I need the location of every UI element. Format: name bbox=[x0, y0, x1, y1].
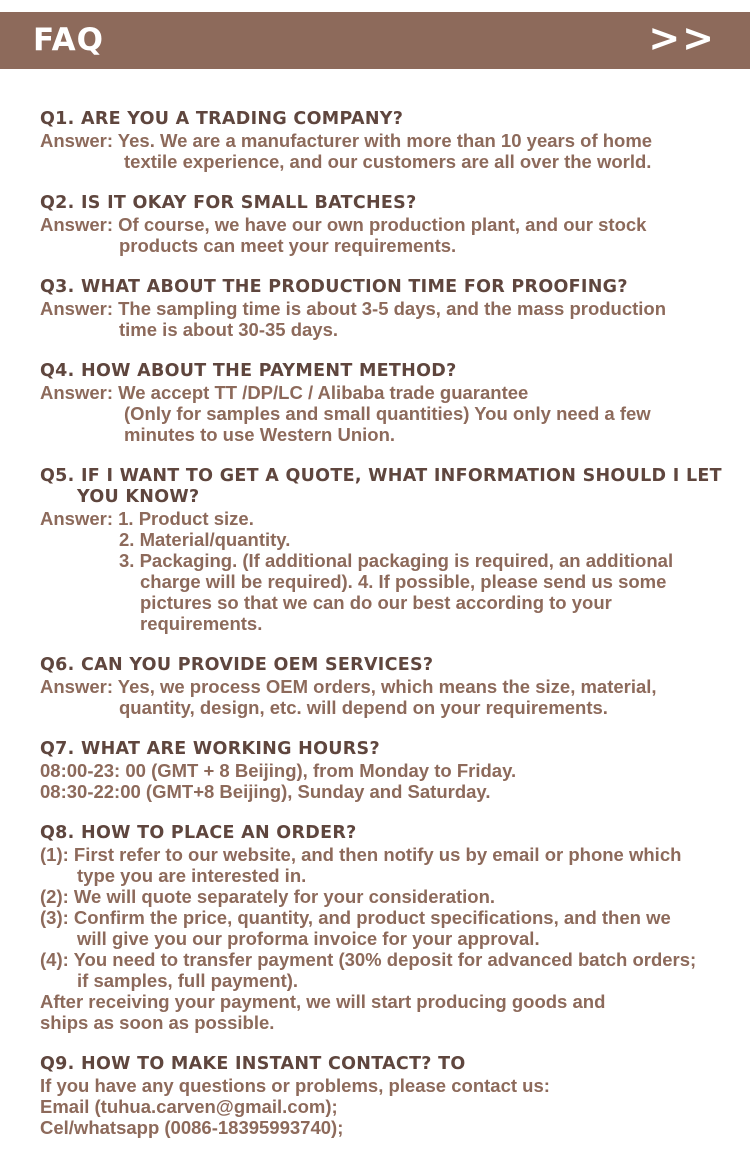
faq-question: Q7. WHAT ARE WORKING HOURS? bbox=[40, 739, 380, 759]
faq-answer-line: If you have any questions or problems, please contact us: bbox=[40, 1075, 550, 1096]
faq-question: Q9. HOW TO MAKE INSTANT CONTACT? TO bbox=[40, 1054, 466, 1074]
faq-item-q5 bbox=[40, 466, 750, 634]
faq-item-q7 bbox=[40, 739, 750, 802]
faq-answer-line: Answer: 1. Product size. bbox=[40, 508, 254, 529]
faq-answer-line: will give you our proforma invoice for your approval. bbox=[77, 928, 540, 949]
faq-answer-line: 3. Packaging. (If additional packaging is required, an additional bbox=[119, 550, 674, 571]
double-chevron-right-icon: >> bbox=[648, 16, 716, 60]
faq-answer-line: Answer: Yes. We are a manufacturer with more than 10 years of home bbox=[40, 130, 653, 151]
faq-question: Q8. HOW TO PLACE AN ORDER? bbox=[40, 823, 357, 843]
faq-item-q6 bbox=[40, 655, 750, 718]
faq-question-continued: YOU KNOW? bbox=[77, 487, 200, 507]
faq-answer-line: requirements. bbox=[140, 613, 263, 634]
faq-question: Q6. CAN YOU PROVIDE OEM SERVICES? bbox=[40, 655, 434, 675]
contact-whatsapp: Cel/whatsapp (0086-18395993740); bbox=[40, 1117, 344, 1138]
faq-item-q2 bbox=[40, 193, 750, 256]
faq-answer-line: (4): You need to transfer payment (30% deposit for advanced batch orders; bbox=[40, 949, 697, 970]
faq-item-q8 bbox=[40, 823, 750, 1033]
faq-answer-line: Answer: We accept TT /DP/LC / Alibaba trade guarantee bbox=[40, 382, 529, 403]
faq-question: Q5. IF I WANT TO GET A QUOTE, WHAT INFORMATION SHOULD I LET bbox=[40, 466, 722, 486]
faq-item-q9 bbox=[40, 1054, 750, 1138]
faq-answer-line: (1): First refer to our website, and then notify us by email or phone which bbox=[40, 844, 682, 865]
faq-answer-line: minutes to use Western Union. bbox=[124, 424, 396, 445]
faq-title: FAQ bbox=[33, 22, 104, 58]
faq-answer-line: After receiving your payment, we will start producing goods and bbox=[40, 991, 606, 1012]
faq-answer-line: type you are interested in. bbox=[77, 865, 307, 886]
faq-item-q3 bbox=[40, 277, 750, 340]
faq-answer-line: 08:00-23: 00 (GMT + 8 Beijing), from Monday to Friday. bbox=[40, 760, 517, 781]
faq-question: Q4. HOW ABOUT THE PAYMENT METHOD? bbox=[40, 361, 457, 381]
faq-item-q4 bbox=[40, 361, 750, 445]
contact-email: Email (tuhua.carven@gmail.com); bbox=[40, 1096, 338, 1117]
faq-question: Q1. ARE YOU A TRADING COMPANY? bbox=[40, 109, 404, 129]
faq-answer-line: Answer: Of course, we have our own production plant, and our stock bbox=[40, 214, 647, 235]
faq-answer-line: quantity, design, etc. will depend on your requirements. bbox=[119, 697, 608, 718]
faq-item-q1 bbox=[40, 109, 750, 172]
faq-answer-line: (2): We will quote separately for your consideration. bbox=[40, 886, 496, 907]
faq-answer-line: pictures so that we can do our best according to your bbox=[140, 592, 612, 613]
faq-answer-line: Answer: The sampling time is about 3-5 days, and the mass production bbox=[40, 298, 667, 319]
faq-answer-line: products can meet your requirements. bbox=[119, 235, 457, 256]
faq-answer-line: 2. Material/quantity. bbox=[119, 529, 291, 550]
faq-answer-line: 08:30-22:00 (GMT+8 Beijing), Sunday and Saturday. bbox=[40, 781, 491, 802]
faq-list bbox=[40, 109, 750, 1159]
faq-answer-line: charge will be required). 4. If possible, please send us some bbox=[140, 571, 667, 592]
faq-answer-line: ships as soon as possible. bbox=[40, 1012, 275, 1033]
faq-answer-line: Answer: Yes, we process OEM orders, which means the size, material, bbox=[40, 676, 657, 697]
faq-question: Q3. WHAT ABOUT THE PRODUCTION TIME FOR PROOFING? bbox=[40, 277, 628, 297]
faq-answer-line: textile experience, and our customers are all over the world. bbox=[124, 151, 652, 172]
faq-header-bar bbox=[0, 12, 750, 69]
faq-answer-line: (Only for samples and small quantities) You only need a few bbox=[124, 403, 651, 424]
faq-answer-line: time is about 30-35 days. bbox=[119, 319, 339, 340]
faq-answer-line: (3): Confirm the price, quantity, and product specifications, and then we bbox=[40, 907, 671, 928]
faq-answer-line: if samples, full payment). bbox=[77, 970, 299, 991]
faq-question: Q2. IS IT OKAY FOR SMALL BATCHES? bbox=[40, 193, 417, 213]
